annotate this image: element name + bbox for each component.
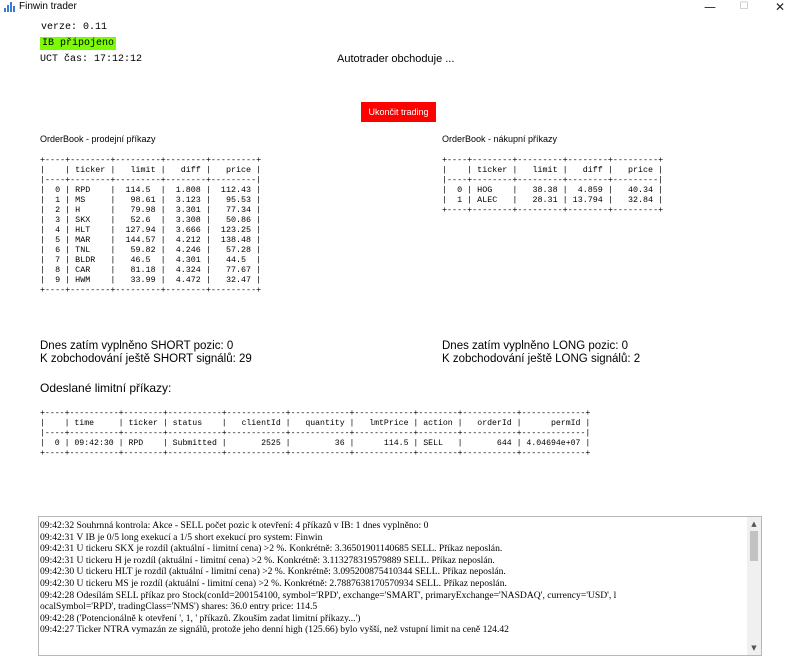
sell-orderbook-title: OrderBook - prodejní příkazy <box>40 134 156 144</box>
table-row: | 6 | TNL | 59.82 | 4.246 | 57.28 | <box>40 245 262 255</box>
table-row: | 7 | BLDR | 46.5 | 4.301 | 44.5 | <box>40 255 262 265</box>
log-line: 09:42:31 U tickeru H je rozdíl (aktuální - limitní cena) >2 %. Konkrétně: 3.113278319579889 SELL. Příkaz neposlán. <box>40 554 495 566</box>
table-row: | 0 | RPD | 114.5 | 1.808 | 112.43 | <box>40 185 262 195</box>
stop-trading-button[interactable]: Ukončit trading <box>361 102 436 122</box>
log-line: ocalSymbol='RPD', tradingClass='NMS') shares: 36.0 entry price: 114.5 <box>40 601 318 613</box>
log-line: 09:42:30 U tickeru MS je rozdíl (aktuální - limitní cena) >2 %. Konkrétně: 2.7887638170570934 SELL. Příkaz neposlán. <box>40 577 507 589</box>
log-textarea[interactable] <box>38 516 762 656</box>
log-line: 09:42:30 U tickeru HLT je rozdíl (aktuální - limitní cena) >2 %. Konkrétně: 3.095200875410344 SELL. Příkaz neposlán. <box>40 566 506 578</box>
log-line: 09:42:31 U tickeru SKX je rozdíl (aktuální - limitní cena) >2 %. Konkrétně: 3.36501901140685 SELL. Příkaz neposlán. <box>40 543 503 555</box>
minimize-button[interactable]: — <box>704 0 716 14</box>
window-title: Finwin trader <box>19 1 77 12</box>
long-filled: Dnes zatím vyplněno LONG pozic: 0 <box>442 340 628 352</box>
table-row: | 5 | MAR | 144.57 | 4.212 | 138.48 | <box>40 235 262 245</box>
autotrader-status: Autotrader obchoduje ... <box>337 53 455 65</box>
maximize-button[interactable]: ☐ <box>739 1 749 12</box>
table-line: |----+----------+--------+-----------+------------+------------+------------+--------+-----------+-------------| <box>40 429 591 438</box>
utc-time: UCT čas: 17:12:12 <box>40 54 143 65</box>
table-row: | 2 | H | 79.98 | 3.301 | 77.34 | <box>40 205 262 215</box>
table-line: |----+--------+---------+--------+---------| <box>40 175 262 185</box>
table-header: | | ticker | limit | diff | price | <box>40 165 262 175</box>
buy-orderbook-table <box>442 155 663 215</box>
table-line: +----+----------+--------+-----------+------------+------------+------------+--------+-----------+-------------+ <box>40 449 591 458</box>
table-line: +----+--------+---------+--------+---------+ <box>442 205 664 215</box>
table-line: +----+--------+---------+--------+---------+ <box>442 155 664 165</box>
close-button[interactable]: ✕ <box>774 0 786 14</box>
table-line: |----+--------+---------+--------+---------| <box>442 175 664 185</box>
table-row: | 9 | HWM | 33.99 | 4.472 | 32.47 | <box>40 275 262 285</box>
table-row: | 0 | 09:42:30 | RPD | Submitted | 2525 | 36 | 114.5 | SELL | 644 | 4.04694e+07 | <box>40 439 591 448</box>
log-scrollbar[interactable] <box>747 517 761 655</box>
log-line: 09:42:28 ('Potencionálně k otevření ', 1, ' příkazů. Zkouším zadat limitní příkazy...') <box>40 612 361 624</box>
scroll-up-icon[interactable]: ▲ <box>751 520 757 528</box>
table-row: | 1 | ALEC | 28.31 | 13.794 | 32.84 | <box>442 195 664 205</box>
table-header: | | time | ticker | status | clientId | quantity | lmtPrice | action | orderId | permId | <box>40 419 591 428</box>
short-remaining: K zobchodování ještě SHORT signálů: 29 <box>40 353 252 365</box>
log-line: 09:42:27 Ticker NTRA vymazán ze signálů, protože jeho denní high (125.66) bylo vyšší, než vstupní limit na ceně 124.42 <box>40 624 509 636</box>
log-line: 09:42:28 Odesílám SELL příkaz pro Stock(conId=200154100, symbol='RPD', exchange='SMART', primaryExchange='NASDAQ', currency='USD', l <box>40 589 617 601</box>
log-line: 09:42:31 V IB je 0/5 long exekucí a 1/5 short exekucí pro system: Finwin <box>40 531 323 543</box>
title-bar <box>0 0 800 14</box>
table-line: +----+----------+--------+-----------+------------+------------+------------+--------+-----------+-------------+ <box>40 409 591 418</box>
short-filled: Dnes zatím vyplněno SHORT pozic: 0 <box>40 340 234 352</box>
log-line: 09:42:32 Souhrnná kontrola: Akce - SELL počet pozic k otevření: 4 příkazů v IB: 1 dnes vyplněno: 0 <box>40 520 429 531</box>
table-row: | 0 | HOG | 38.38 | 4.859 | 40.34 | <box>442 185 664 195</box>
sent-orders-table <box>40 409 590 459</box>
table-line: +----+--------+---------+--------+---------+ <box>40 285 262 295</box>
buy-orderbook-title: OrderBook - nákupní příkazy <box>442 134 558 144</box>
table-row: | 8 | CAR | 81.18 | 4.324 | 77.67 | <box>40 265 262 275</box>
sell-orderbook-table <box>40 155 261 295</box>
table-header: | | ticker | limit | diff | price | <box>442 165 664 175</box>
version-label: verze: 0.11 <box>41 22 108 33</box>
app-icon <box>4 2 15 12</box>
scroll-thumb[interactable] <box>750 531 758 561</box>
table-row: | 3 | SKX | 52.6 | 3.308 | 50.86 | <box>40 215 262 225</box>
sent-orders-title: Odeslané limitní příkazy: <box>40 381 172 395</box>
scroll-down-icon[interactable]: ▼ <box>751 644 757 652</box>
long-remaining: K zobchodování ještě LONG signálů: 2 <box>442 353 641 365</box>
ib-connected-badge: IB připojeno <box>42 38 115 49</box>
table-line: +----+--------+---------+--------+---------+ <box>40 155 262 165</box>
table-row: | 4 | HLT | 127.94 | 3.666 | 123.25 | <box>40 225 262 235</box>
table-row: | 1 | MS | 98.61 | 3.123 | 95.53 | <box>40 195 262 205</box>
